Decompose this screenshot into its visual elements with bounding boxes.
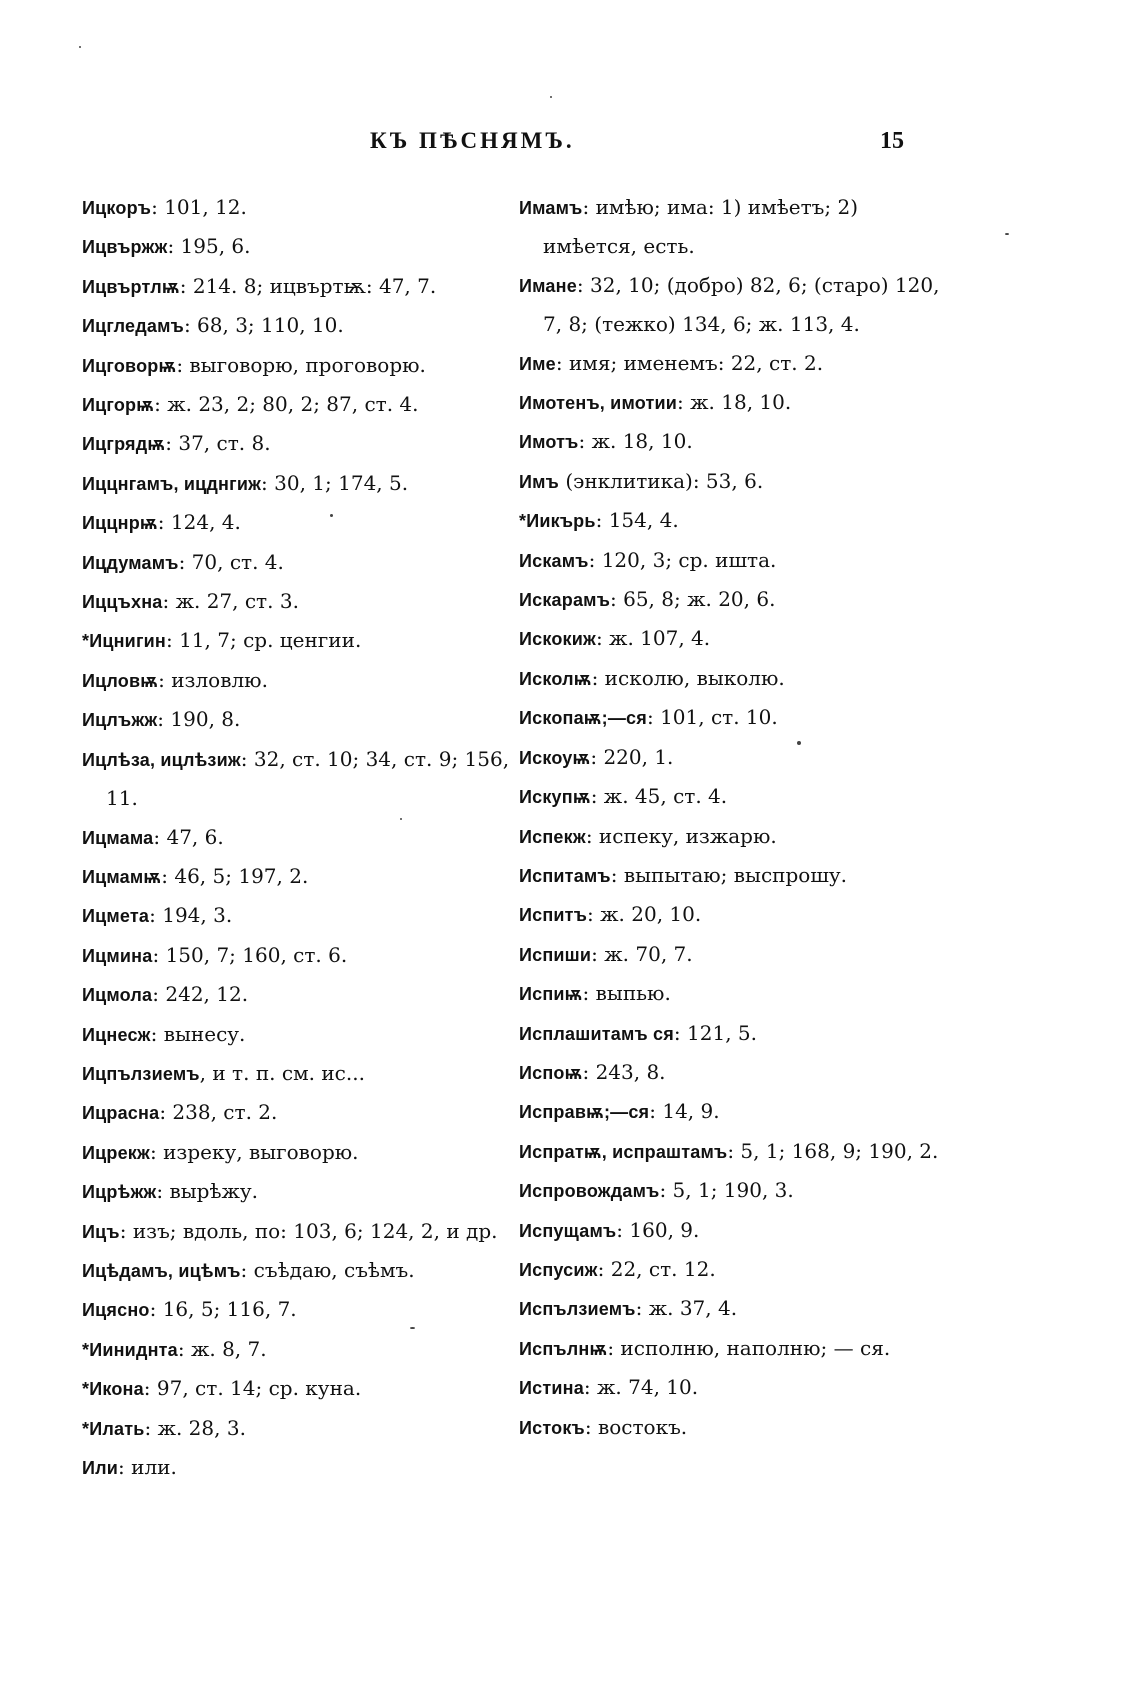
entry-reference: : 120, 3; ср. ишта. xyxy=(588,547,777,572)
entry-reference: : 32, 10; (добро) 82, 6; (старо) 120, 7, 8; (тежко) 134, 6; ж. 113, 4. xyxy=(543,272,940,337)
entry-headword: Испровождамъ xyxy=(519,1181,660,1202)
entry-reference: : ж. 20, 10. xyxy=(587,902,702,927)
entry-headword: Испоѭ xyxy=(519,1062,583,1083)
dictionary-entry xyxy=(82,1409,512,1448)
dictionary-entry xyxy=(82,1054,512,1093)
dictionary-entry xyxy=(82,740,512,818)
left-column xyxy=(82,188,512,1487)
entry-reference: : 101, 12. xyxy=(151,195,247,219)
entry-headword: Ицдумамъ xyxy=(82,552,179,573)
entry-headword: *Икона xyxy=(82,1379,144,1400)
entry-reference: : ж. 107, 4. xyxy=(595,626,711,651)
entry-headword: Иццнрѭ xyxy=(82,513,158,534)
entry-reference: : ж. 18, 10. xyxy=(578,429,693,454)
entry-reference: : ж. 27, ст. 3. xyxy=(162,589,299,614)
entry-headword: Испратѭ, испраштамъ xyxy=(519,1141,728,1162)
dictionary-entry xyxy=(82,346,512,385)
print-speck xyxy=(330,514,333,517)
entry-reference: : 11, 7; ср. ценгии. xyxy=(165,628,362,653)
dictionary-entry xyxy=(82,1448,512,1487)
entry-headword: Иццъхна xyxy=(82,592,163,613)
entry-reference: : вырѣжу. xyxy=(156,1179,259,1204)
entry-reference: : ж. 8, 7. xyxy=(177,1336,267,1361)
entry-headword: Испусиж xyxy=(519,1259,598,1280)
dictionary-entry xyxy=(82,1133,512,1172)
entry-reference: : выговорю, проговорю. xyxy=(176,352,426,377)
entry-headword: Или xyxy=(82,1458,119,1478)
entry-headword: Испиши xyxy=(519,944,592,965)
entry-reference: : 154, 4. xyxy=(595,508,679,533)
dictionary-entry xyxy=(519,1211,949,1250)
entry-reference: : 70, ст. 4. xyxy=(178,549,284,574)
dictionary-entry xyxy=(519,1053,949,1092)
entry-reference: : 5, 1; 190, 3. xyxy=(659,1178,794,1203)
entry-reference: : 46, 5; 197, 2. xyxy=(161,863,309,888)
entry-headword: Ицъ xyxy=(82,1221,120,1242)
entry-reference: : 14, 9. xyxy=(649,1099,720,1124)
dictionary-entry xyxy=(519,188,949,266)
entry-headword: Ицмина xyxy=(82,945,153,966)
entry-reference: : изловлю. xyxy=(158,667,268,692)
entry-reference: : 150, 7; 160, ст. 6. xyxy=(152,942,348,967)
print-speck xyxy=(1005,233,1009,235)
entry-headword: Искокиж xyxy=(519,629,596,650)
entry-headword: Исколѭ xyxy=(519,668,592,689)
entry-reference: : ж. 74, 10. xyxy=(583,1375,699,1400)
entry-headword: Искупѭ xyxy=(519,787,591,808)
entry-headword: Ицловѭ xyxy=(82,670,159,691)
entry-headword: Иццнгамъ, ицднгиж xyxy=(82,473,262,494)
dictionary-entry xyxy=(519,738,949,777)
dictionary-entry xyxy=(519,422,949,461)
entry-reference: : ж. 37, 4. xyxy=(635,1296,738,1321)
entry-headword: Ицрасна xyxy=(82,1103,160,1124)
page-number: 15 xyxy=(880,128,904,154)
dictionary-entry xyxy=(82,188,512,227)
dictionary-entry xyxy=(519,1289,949,1328)
entry-reference: : имѣю; има: 1) имѣетъ; 2) имѣется, есть. xyxy=(543,195,859,259)
entry-reference: : ж. 45, ст. 4. xyxy=(590,784,728,809)
dictionary-entry xyxy=(519,1132,949,1171)
entry-reference: : ж. 70, 7. xyxy=(591,941,693,966)
entry-headword: Ицлѣза, ицлѣзиж xyxy=(82,749,241,770)
entry-headword: Имотенъ, имотии xyxy=(519,393,678,414)
dictionary-entry xyxy=(519,266,949,344)
print-speck xyxy=(79,46,81,48)
entry-headword: Ицмамѭ xyxy=(82,866,162,887)
entry-reference: : выпью. xyxy=(582,981,671,1006)
entry-reference: : 16, 5; 116, 7. xyxy=(149,1297,297,1322)
dictionary-entry xyxy=(519,619,949,658)
entry-headword: Имъ xyxy=(519,471,559,492)
entry-reference: : ж. 28, 3. xyxy=(144,1415,246,1440)
entry-headword: Ицрекж xyxy=(82,1142,150,1163)
entry-reference: : 238, ст. 2. xyxy=(159,1100,278,1125)
dictionary-entry xyxy=(519,935,949,974)
dictionary-entry xyxy=(519,1014,949,1053)
entry-reference: : 194, 3. xyxy=(149,903,233,928)
print-speck xyxy=(550,96,552,98)
dictionary-entry xyxy=(82,543,512,582)
dictionary-entry xyxy=(519,856,949,895)
entry-headword: Испекж xyxy=(519,826,586,847)
entry-headword: Имамъ xyxy=(519,198,583,218)
running-title: КЪ ПѢСНЯМЪ. xyxy=(370,128,575,153)
dictionary-entry xyxy=(82,424,512,463)
entry-reference: : 243, 8. xyxy=(582,1059,666,1084)
dictionary-entry xyxy=(82,227,512,266)
entry-headword: Истина xyxy=(519,1378,584,1399)
dictionary-entry xyxy=(82,1172,512,1211)
entry-headword: Ицпълзиемъ xyxy=(82,1063,200,1084)
entry-headword: Ицясно xyxy=(82,1300,150,1321)
entry-reference: , и т. п. см. ис... xyxy=(199,1060,365,1085)
entry-reference: : 22, ст. 12. xyxy=(597,1256,716,1281)
entry-reference: : 220, 1. xyxy=(590,744,674,769)
dictionary-entry xyxy=(519,1368,949,1407)
dictionary-entry xyxy=(82,503,512,542)
entry-headword: Ицмама xyxy=(82,827,154,848)
entry-headword: Ицрѣжж xyxy=(82,1182,157,1203)
entry-headword: Ицгледамъ xyxy=(82,316,184,337)
entry-headword: Испиѭ xyxy=(519,984,583,1005)
entry-headword: Ицгорѭ xyxy=(82,395,155,416)
print-speck xyxy=(410,1327,415,1329)
dictionary-entry xyxy=(82,1330,512,1369)
entry-headword: Ицлъжж xyxy=(82,710,158,731)
entry-reference: : исполню, наполню; — ся. xyxy=(607,1335,891,1360)
entry-headword: Исплашитамъ ся xyxy=(519,1023,674,1044)
dictionary-entry xyxy=(82,464,512,503)
entry-headword: Искарамъ xyxy=(519,590,611,611)
entry-reference: : 195, 6. xyxy=(167,234,251,259)
entry-reference: : съѣдаю, съѣмъ. xyxy=(240,1257,415,1282)
entry-reference: : вынесу. xyxy=(150,1021,246,1046)
entry-headword: Ицкоръ xyxy=(82,198,152,218)
entry-headword: Ицвържж xyxy=(82,237,168,258)
entry-reference: : 101, ст. 10. xyxy=(646,705,778,730)
entry-headword: Ицговорѭ xyxy=(82,355,177,376)
entry-reference: : 214. 8; ицвъртѭ: 47, 7. xyxy=(179,273,437,298)
dictionary-entry xyxy=(519,541,949,580)
dictionary-entry xyxy=(82,1369,512,1408)
dictionary-entry xyxy=(82,1015,512,1054)
entry-headword: Исправѭ;—ся xyxy=(519,1102,650,1123)
dictionary-entry xyxy=(82,582,512,621)
dictionary-entry xyxy=(82,385,512,424)
dictionary-entry xyxy=(519,895,949,934)
dictionary-entry xyxy=(82,700,512,739)
entry-reference: : ж. 18, 10. xyxy=(677,390,792,415)
entry-reference: : 30, 1; 174, 5. xyxy=(261,470,409,495)
dictionary-entry xyxy=(82,306,512,345)
dictionary-entry xyxy=(519,580,949,619)
entry-reference: : изреку, выговорю. xyxy=(149,1139,359,1164)
entry-reference: : выпытаю; выспрошу. xyxy=(610,862,848,887)
entry-headword: Имане xyxy=(519,275,577,296)
entry-headword: Испълзиемъ xyxy=(519,1299,636,1320)
entry-reference: : 124, 4. xyxy=(157,510,241,535)
entry-headword: Ицнесж xyxy=(82,1024,151,1045)
entry-headword: Ицѣдамъ, ицѣмъ xyxy=(82,1260,241,1281)
dictionary-entry xyxy=(519,501,949,540)
entry-reference: : 242, 12. xyxy=(152,982,249,1007)
dictionary-entry xyxy=(519,383,949,422)
dictionary-entry xyxy=(82,896,512,935)
entry-headword: Истокъ xyxy=(519,1417,585,1438)
right-column xyxy=(519,188,949,1447)
entry-reference: : ж. 23, 2; 80, 2; 87, ст. 4. xyxy=(154,392,419,417)
entry-reference: : 68, 3; 110, 10. xyxy=(183,313,344,338)
dictionary-entry xyxy=(82,1290,512,1329)
entry-reference: : 121, 5. xyxy=(673,1020,757,1045)
entry-reference: : 5, 1; 168, 9; 190, 2. xyxy=(727,1138,939,1163)
entry-reference: : испеку, изжарю. xyxy=(585,823,777,848)
entry-reference: : изъ; вдоль, по: 103, 6; 124, 2, и др. xyxy=(119,1218,498,1243)
dictionary-entry xyxy=(519,1408,949,1447)
dictionary-entry xyxy=(82,1212,512,1251)
entry-headword: *Ицнигин xyxy=(82,631,166,652)
entry-headword: Ицвъртлѭ xyxy=(82,276,180,297)
dictionary-entry xyxy=(519,1329,949,1368)
dictionary-entry xyxy=(82,975,512,1014)
dictionary-entry xyxy=(82,936,512,975)
entry-headword: Испитъ xyxy=(519,905,588,926)
entry-reference: : 65, 8; ж. 20, 6. xyxy=(610,587,776,612)
entry-reference: : имя; именемъ: 22, ст. 2. xyxy=(555,350,824,375)
dictionary-entry xyxy=(519,344,949,383)
entry-reference: : 160, 9. xyxy=(616,1217,700,1242)
entry-headword: *Ииниднта xyxy=(82,1339,178,1360)
entry-headword: Ицмета xyxy=(82,906,150,927)
print-speck xyxy=(797,741,801,745)
dictionary-entry xyxy=(519,462,949,501)
entry-reference: : исколю, выколю. xyxy=(591,665,785,690)
entry-headword: Искоуѭ xyxy=(519,747,591,768)
dictionary-entry xyxy=(82,621,512,660)
dictionary-entry xyxy=(82,857,512,896)
entry-headword: Ицмола xyxy=(82,985,153,1006)
dictionary-entry xyxy=(82,1251,512,1290)
entry-headword: Ицгрядѭ xyxy=(82,434,166,455)
dictionary-entry xyxy=(82,818,512,857)
entry-reference: : востокъ. xyxy=(584,1414,688,1439)
dictionary-entry xyxy=(519,1171,949,1210)
entry-reference: : или. xyxy=(118,1455,177,1479)
dictionary-entry xyxy=(519,817,949,856)
entry-headword: *Илать xyxy=(82,1418,145,1439)
entry-headword: *Иикърь xyxy=(519,511,596,532)
entry-reference: : 47, 6. xyxy=(153,824,224,849)
entry-headword: Ископаѭ;—ся xyxy=(519,708,647,729)
dictionary-entry xyxy=(82,1093,512,1132)
dictionary-entry xyxy=(519,974,949,1013)
entry-reference: : 32, ст. 10; 34, ст. 9; 156, 11. xyxy=(106,746,510,811)
dictionary-entry xyxy=(519,777,949,816)
entry-reference: : 37, ст. 8. xyxy=(165,431,271,456)
print-speck xyxy=(400,818,402,820)
entry-headword: Име xyxy=(519,353,556,374)
dictionary-entry xyxy=(519,698,949,737)
entry-headword: Имотъ xyxy=(519,432,579,453)
entry-headword: Испитамъ xyxy=(519,865,611,886)
entry-reference: (энклитика): 53, 6. xyxy=(558,468,764,493)
entry-headword: Искамъ xyxy=(519,550,589,571)
page-header xyxy=(0,128,1140,162)
dictionary-entry xyxy=(519,1250,949,1289)
entry-headword: Испълнѭ xyxy=(519,1338,608,1359)
entry-reference: : 97, ст. 14; ср. куна. xyxy=(143,1376,362,1401)
entry-reference: : 190, 8. xyxy=(157,707,241,732)
dictionary-entry xyxy=(519,659,949,698)
dictionary-entry xyxy=(519,1092,949,1131)
entry-headword: Испущамъ xyxy=(519,1220,617,1241)
dictionary-entry xyxy=(82,661,512,700)
dictionary-entry xyxy=(82,267,512,306)
